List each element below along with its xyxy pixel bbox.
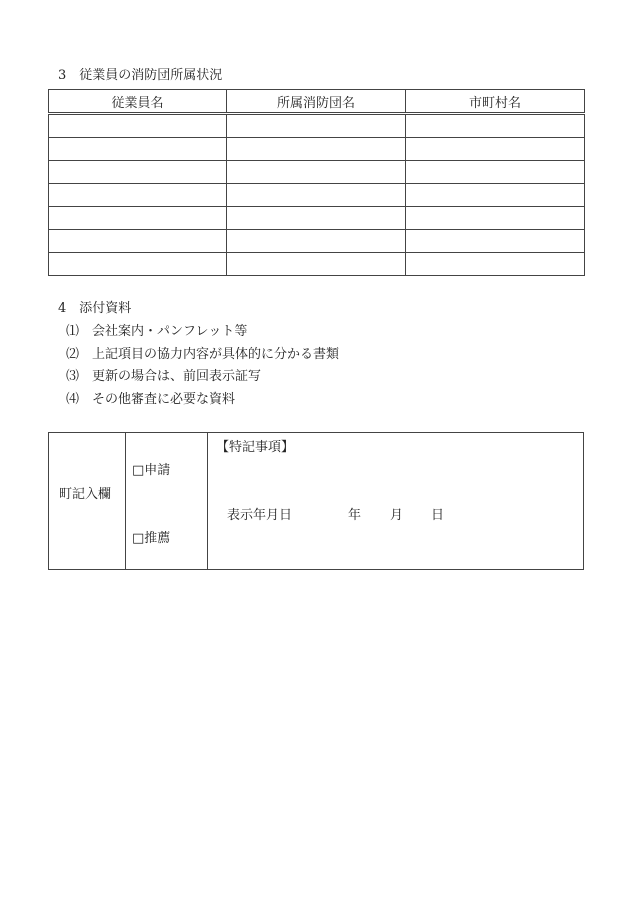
municipality-cell[interactable] [406,184,585,207]
table-row [49,138,585,161]
column-header-employee-name: 従業員名 [49,90,227,114]
table-row [49,184,585,207]
list-item-number: ⑶ [66,369,80,384]
table-header-row [49,90,585,114]
list-item [66,324,247,340]
special-notes-heading: 【特記事項】 [216,440,295,455]
list-item-text: 更新の場合は、前回表示証写 [92,369,262,384]
municipality-cell[interactable] [406,138,585,161]
recommend-option-label: 推薦 [144,531,171,546]
employee-name-cell[interactable] [49,138,227,161]
table-row [49,161,585,184]
municipality-cell[interactable] [406,161,585,184]
list-item [66,347,339,363]
fire-brigade-cell[interactable] [227,161,406,184]
apply-option[interactable] [132,459,170,478]
year-unit: 年 [348,508,362,523]
checkbox-icon[interactable]: □ [132,531,145,546]
list-item [66,369,261,385]
column-divider [125,433,126,569]
fire-brigade-member-table [48,89,585,276]
apply-option-label: 申請 [144,463,171,478]
fire-brigade-cell[interactable] [227,230,406,253]
table-row [49,114,585,138]
list-item-number: ⑵ [66,347,80,362]
list-item-number: ⑴ [66,324,80,339]
section4-title: 4 添付資料 [58,301,132,316]
column-header-municipality-name: 市町村名 [406,90,585,114]
municipality-cell[interactable] [406,253,585,276]
list-item-text: 上記項目の協力内容が具体的に分かる書類 [92,347,340,362]
fire-brigade-cell[interactable] [227,114,406,138]
employee-name-cell[interactable] [49,253,227,276]
list-item-text: その他審査に必要な資料 [92,392,236,407]
recommend-option[interactable] [132,527,170,546]
fire-brigade-cell[interactable] [227,207,406,230]
employee-name-cell[interactable] [49,184,227,207]
list-item-text: 会社案内・パンフレット等 [92,324,248,339]
column-header-fire-brigade-name: 所属消防団名 [227,90,406,114]
municipality-cell[interactable] [406,114,585,138]
day-unit: 日 [431,508,445,523]
employee-name-cell[interactable] [49,161,227,184]
checkbox-icon[interactable]: □ [132,463,145,478]
table-row [49,207,585,230]
table-row [49,230,585,253]
column-divider [207,433,208,569]
town-entry-label: 町記入欄 [59,487,112,502]
list-item-number: ⑷ [66,392,80,407]
municipality-cell[interactable] [406,207,585,230]
list-item [66,392,235,408]
table-row [49,253,585,276]
municipality-cell[interactable] [406,230,585,253]
month-unit: 月 [390,508,404,523]
section3-title: 3 従業員の消防団所属状況 [58,68,223,83]
town-entry-box [48,432,584,570]
employee-name-cell[interactable] [49,230,227,253]
fire-brigade-cell[interactable] [227,184,406,207]
employee-name-cell[interactable] [49,114,227,138]
employee-name-cell[interactable] [49,207,227,230]
fire-brigade-cell[interactable] [227,138,406,161]
display-date-label: 表示年月日 [227,508,293,523]
fire-brigade-cell[interactable] [227,253,406,276]
